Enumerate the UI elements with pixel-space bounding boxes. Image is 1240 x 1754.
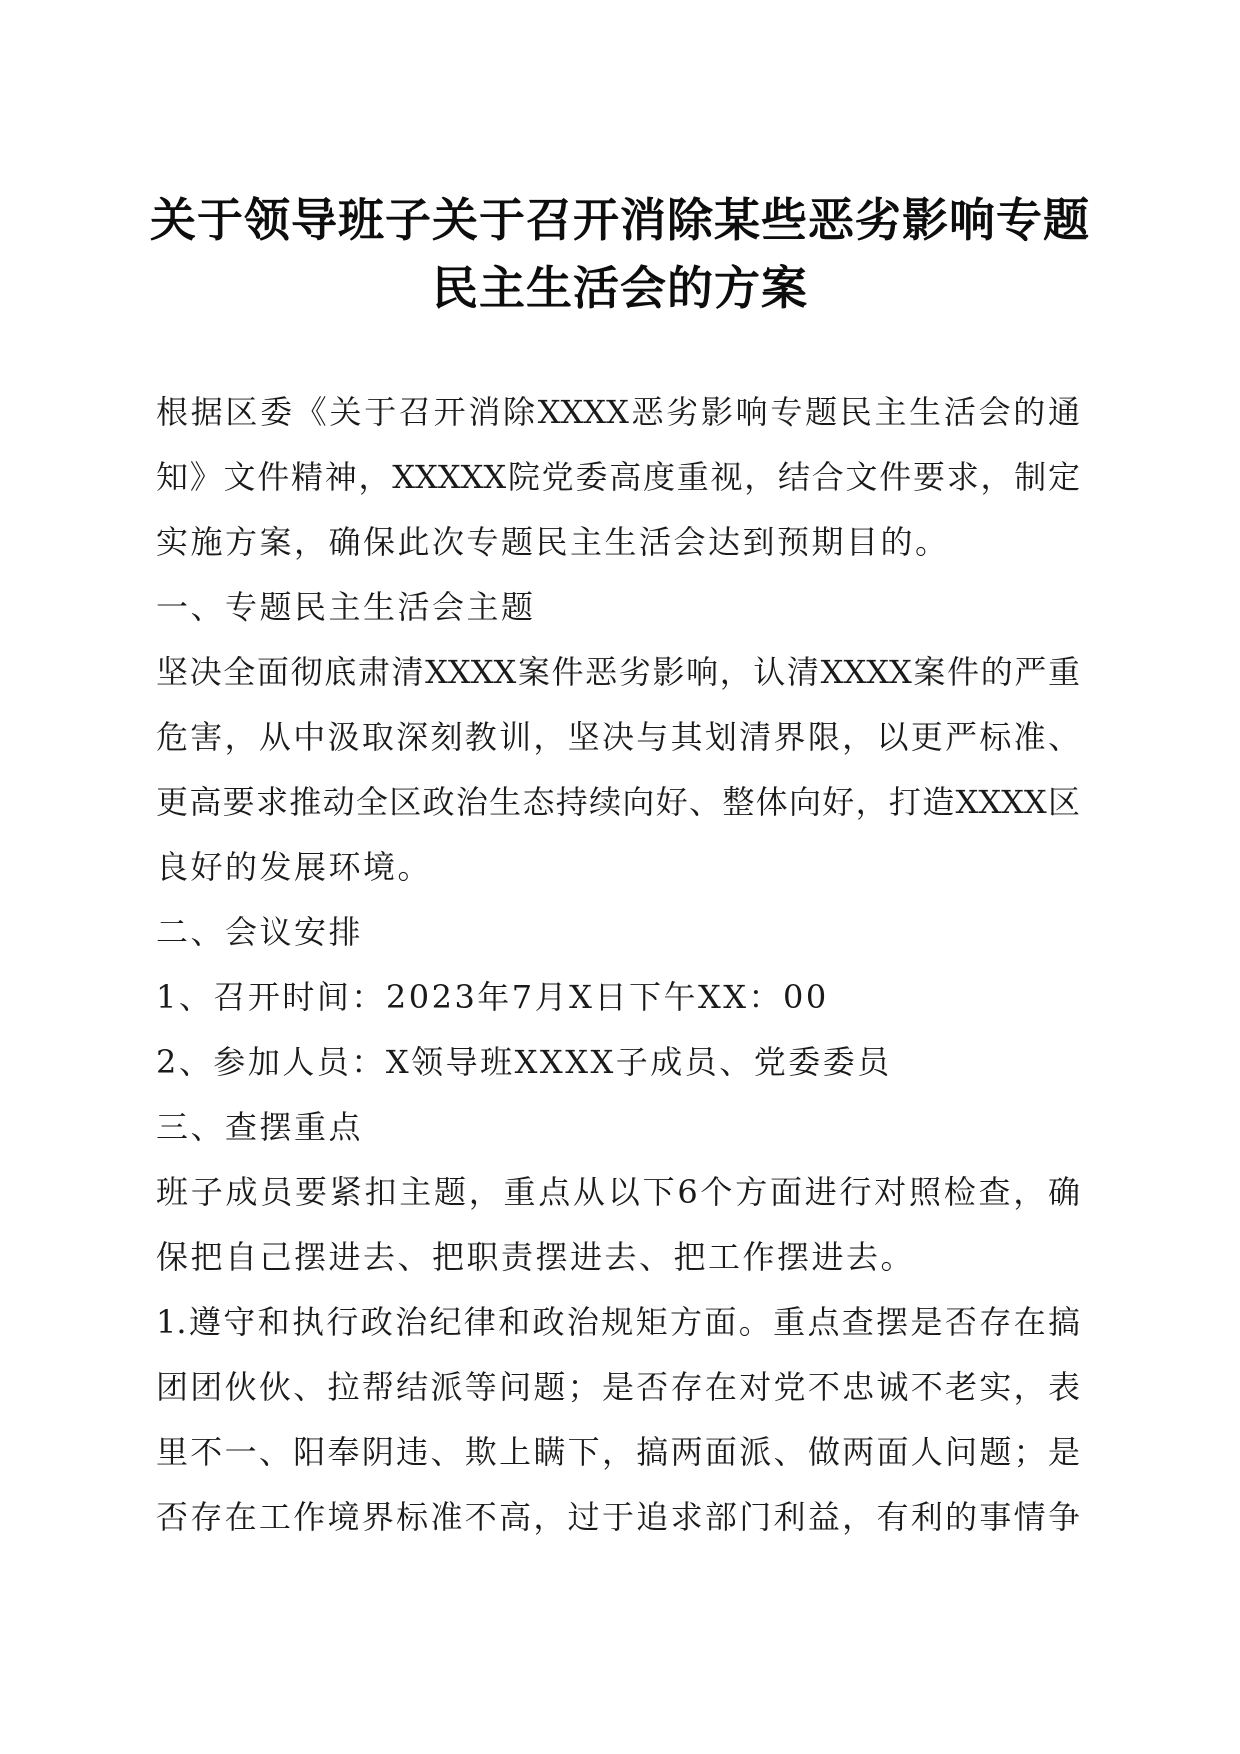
body-line-8: 良好的发展环境。 [156,848,433,886]
body-line-7: 更高要求推动全区政治生态持续向好、整体向好，打造XXXX区 [156,783,1080,821]
body-line-15: 1.遵守和执行政治纪律和政治规矩方面。重点查摆是否存在搞 [156,1303,1080,1341]
body-line-5: 坚决全面彻底肃清XXXX案件恶劣影响，认清XXXX案件的严重 [156,653,1080,691]
title-line-1: 关于领导班子关于召开消除某些恶劣影响专题 [150,193,1090,247]
meeting-attendees: 2、参加人员：X领导班XXXX子成员、党委委员 [156,1043,892,1081]
section-heading-2: 二、会议安排 [156,913,364,951]
body-line-17: 里不一、阳奉阴违、欺上瞒下，搞两面派、做两面人问题；是 [156,1433,1080,1471]
title-line-2: 民主生活会的方案 [432,261,808,315]
section-heading-3: 三、查摆重点 [156,1108,364,1146]
body-line-18: 否存在工作境界标准不高，过于追求部门利益，有利的事情争 [156,1498,1080,1536]
document-title [150,186,1090,322]
body-line-3: 实施方案，确保此次专题民主生活会达到预期目的。 [156,523,950,561]
meeting-time: 1、召开时间：2023年7月X日下午XX：00 [156,978,829,1016]
body-line-6: 危害，从中汲取深刻教训，坚决与其划清界限，以更严标准、 [156,718,1080,756]
body-line-1: 根据区委《关于召开消除XXXX恶劣影响专题民主生活会的通 [156,393,1080,431]
section-heading-1: 一、专题民主生活会主题 [156,588,536,626]
body-line-14: 保把自己摆进去、把职责摆进去、把工作摆进去。 [156,1238,916,1276]
body-line-13: 班子成员要紧扣主题，重点从以下6个方面进行对照检查，确 [156,1173,1080,1211]
body-line-16: 团团伙伙、拉帮结派等问题；是否存在对党不忠诚不老实，表 [156,1368,1080,1406]
document-body [156,380,1080,1550]
body-line-2: 知》文件精神，XXXXX院党委高度重视，结合文件要求，制定 [156,458,1080,496]
